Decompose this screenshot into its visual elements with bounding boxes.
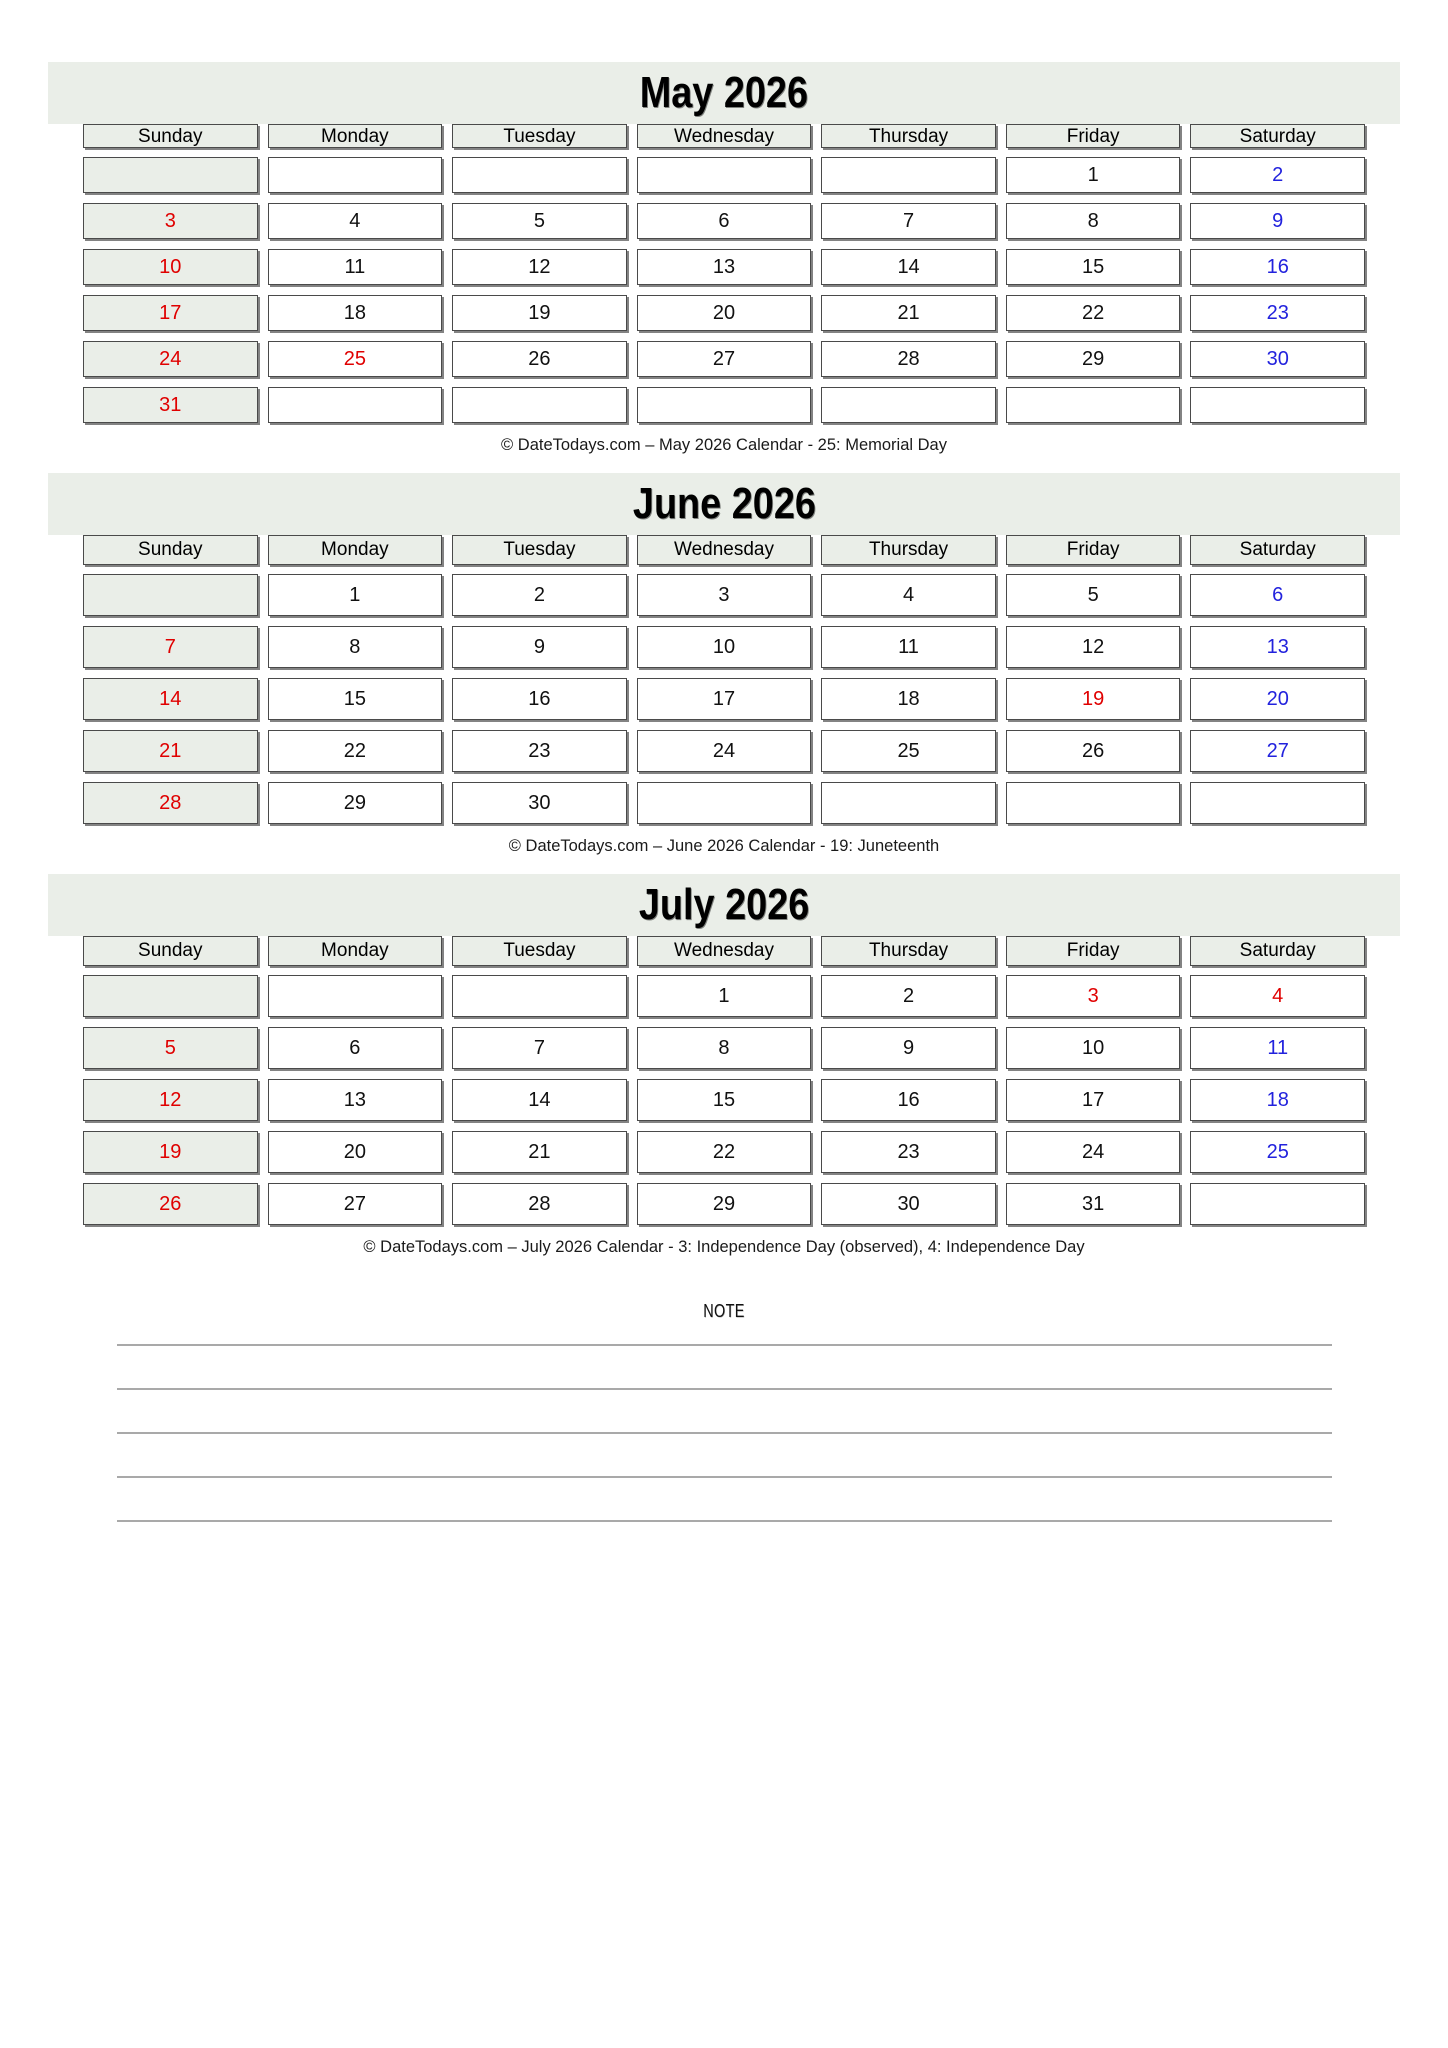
day-cell[interactable]: 21	[821, 295, 996, 331]
day-cell[interactable]: 20	[268, 1131, 443, 1173]
day-cell[interactable]: 28	[83, 782, 258, 824]
day-cell[interactable]: 8	[1006, 203, 1181, 239]
day-cell[interactable]: 21	[452, 1131, 627, 1173]
footnote-may: © DateTodays.com – May 2026 Calendar - 25: Memorial Day	[501, 436, 947, 454]
day-cell[interactable]: 26	[1006, 730, 1181, 772]
day-cell[interactable]: 20	[637, 295, 812, 331]
day-cell[interactable]: 3	[1006, 975, 1181, 1017]
day-cell[interactable]: 9	[821, 1027, 996, 1069]
day-cell[interactable]: 12	[452, 249, 627, 285]
day-cell[interactable]: 26	[452, 341, 627, 377]
day-cell[interactable]: 27	[637, 341, 812, 377]
day-cell[interactable]: 4	[1190, 975, 1365, 1017]
day-cell[interactable]: 14	[83, 678, 258, 720]
day-cell-empty	[83, 157, 258, 193]
day-cell[interactable]: 16	[821, 1079, 996, 1121]
note-title: NOTE	[703, 1301, 745, 1321]
day-cell[interactable]: 16	[452, 678, 627, 720]
weekday-header-thursday: Thursday	[821, 936, 996, 966]
day-cell[interactable]: 18	[268, 295, 443, 331]
note-line[interactable]	[117, 1520, 1332, 1522]
day-cell[interactable]: 14	[821, 249, 996, 285]
day-cell[interactable]: 15	[637, 1079, 812, 1121]
day-cell[interactable]: 17	[637, 678, 812, 720]
day-cell[interactable]: 27	[1190, 730, 1365, 772]
day-cell[interactable]: 22	[637, 1131, 812, 1173]
day-cell[interactable]: 2	[1190, 157, 1365, 193]
day-cell[interactable]: 23	[821, 1131, 996, 1173]
day-cell[interactable]: 25	[268, 341, 443, 377]
day-cell[interactable]: 9	[1190, 203, 1365, 239]
day-cell-empty	[637, 157, 812, 193]
day-cell[interactable]: 18	[1190, 1079, 1365, 1121]
day-cell[interactable]: 6	[268, 1027, 443, 1069]
day-cell[interactable]: 8	[268, 626, 443, 668]
weekday-header-friday: Friday	[1006, 124, 1181, 148]
spacer-june-july	[0, 856, 1448, 874]
month-block-july	[0, 874, 1448, 1257]
day-cell[interactable]: 4	[821, 574, 996, 616]
weekday-header-saturday: Saturday	[1190, 124, 1365, 148]
day-cell[interactable]: 30	[1190, 341, 1365, 377]
day-cell[interactable]: 28	[821, 341, 996, 377]
day-cell[interactable]: 7	[821, 203, 996, 239]
day-cell-empty	[637, 782, 812, 824]
day-grid-july	[83, 975, 1365, 1225]
day-cell[interactable]: 3	[637, 574, 812, 616]
day-cell[interactable]: 1	[1006, 157, 1181, 193]
day-cell[interactable]: 5	[1006, 574, 1181, 616]
day-cell[interactable]: 9	[452, 626, 627, 668]
note-line[interactable]	[117, 1344, 1332, 1346]
day-cell[interactable]: 13	[637, 249, 812, 285]
top-spacer	[0, 0, 1448, 62]
day-cell-empty	[83, 975, 258, 1017]
day-cell[interactable]: 19	[1006, 678, 1181, 720]
weekday-header-sunday: Sunday	[83, 124, 258, 148]
day-cell[interactable]: 8	[637, 1027, 812, 1069]
month-title-band-june	[48, 473, 1400, 535]
day-cell[interactable]: 19	[452, 295, 627, 331]
weekday-header-row-may	[83, 124, 1365, 148]
weekday-header-saturday: Saturday	[1190, 535, 1365, 565]
day-grid-june	[83, 574, 1365, 824]
day-cell[interactable]: 6	[1190, 574, 1365, 616]
day-cell[interactable]: 11	[268, 249, 443, 285]
weekday-header-row-july	[83, 936, 1365, 966]
weekday-header-sunday: Sunday	[83, 936, 258, 966]
day-cell-empty	[821, 157, 996, 193]
day-cell-empty	[1006, 387, 1181, 423]
day-cell[interactable]: 22	[268, 730, 443, 772]
day-cell-empty	[1190, 782, 1365, 824]
day-cell[interactable]: 3	[83, 203, 258, 239]
weekday-header-monday: Monday	[268, 124, 443, 148]
month-block-june	[0, 473, 1448, 856]
day-cell[interactable]: 7	[452, 1027, 627, 1069]
day-cell[interactable]: 11	[821, 626, 996, 668]
day-cell[interactable]: 4	[268, 203, 443, 239]
note-line[interactable]	[117, 1388, 1332, 1390]
day-cell[interactable]: 10	[83, 249, 258, 285]
weekday-header-row-june	[83, 535, 1365, 565]
day-cell[interactable]: 1	[637, 975, 812, 1017]
day-cell-empty	[1006, 782, 1181, 824]
day-cell[interactable]: 6	[637, 203, 812, 239]
day-cell[interactable]: 2	[821, 975, 996, 1017]
day-cell[interactable]: 23	[1190, 295, 1365, 331]
day-cell[interactable]: 19	[83, 1131, 258, 1173]
day-cell[interactable]: 31	[1006, 1183, 1181, 1225]
day-cell[interactable]: 31	[83, 387, 258, 423]
day-cell-empty	[821, 387, 996, 423]
day-cell-empty	[83, 574, 258, 616]
weekday-header-sunday: Sunday	[83, 535, 258, 565]
day-cell[interactable]: 12	[83, 1079, 258, 1121]
day-cell[interactable]: 15	[268, 678, 443, 720]
note-lines	[117, 1344, 1332, 1522]
day-cell-empty	[268, 157, 443, 193]
day-cell-empty	[452, 975, 627, 1017]
day-cell[interactable]: 30	[821, 1183, 996, 1225]
weekday-header-friday: Friday	[1006, 936, 1181, 966]
day-cell[interactable]: 15	[1006, 249, 1181, 285]
day-cell[interactable]: 11	[1190, 1027, 1365, 1069]
weekday-header-wednesday: Wednesday	[637, 124, 812, 148]
month-block-may	[0, 62, 1448, 455]
weekday-header-wednesday: Wednesday	[637, 936, 812, 966]
note-line[interactable]	[117, 1476, 1332, 1478]
weekday-header-friday: Friday	[1006, 535, 1181, 565]
day-cell[interactable]: 25	[821, 730, 996, 772]
day-cell[interactable]: 29	[1006, 341, 1181, 377]
day-cell-empty	[1190, 387, 1365, 423]
weekday-header-tuesday: Tuesday	[452, 124, 627, 148]
day-cell[interactable]: 17	[1006, 1079, 1181, 1121]
day-cell[interactable]: 29	[637, 1183, 812, 1225]
day-cell[interactable]: 28	[452, 1183, 627, 1225]
day-cell-empty	[1190, 1183, 1365, 1225]
weekday-header-thursday: Thursday	[821, 535, 996, 565]
day-cell[interactable]: 26	[83, 1183, 258, 1225]
day-cell-empty	[452, 157, 627, 193]
day-grid-may	[83, 157, 1365, 423]
month-title-june: June 2026	[632, 479, 816, 528]
footnote-june: © DateTodays.com – June 2026 Calendar - 19: Juneteenth	[508, 837, 940, 855]
day-cell[interactable]: 10	[1006, 1027, 1181, 1069]
month-title-may: May 2026	[639, 68, 809, 117]
weekday-header-wednesday: Wednesday	[637, 535, 812, 565]
day-cell[interactable]: 7	[83, 626, 258, 668]
day-cell[interactable]: 12	[1006, 626, 1181, 668]
day-cell[interactable]: 13	[268, 1079, 443, 1121]
weekday-header-saturday: Saturday	[1190, 936, 1365, 966]
spacer-may-june	[0, 455, 1448, 473]
month-title-band-may	[48, 62, 1400, 124]
weekday-header-thursday: Thursday	[821, 124, 996, 148]
day-cell[interactable]: 13	[1190, 626, 1365, 668]
day-cell[interactable]: 5	[452, 203, 627, 239]
day-cell[interactable]: 20	[1190, 678, 1365, 720]
weekday-header-monday: Monday	[268, 535, 443, 565]
note-section	[0, 1301, 1448, 1522]
day-cell[interactable]: 17	[83, 295, 258, 331]
weekday-header-tuesday: Tuesday	[452, 535, 627, 565]
day-cell[interactable]: 24	[1006, 1131, 1181, 1173]
day-cell[interactable]: 21	[83, 730, 258, 772]
day-cell[interactable]: 24	[637, 730, 812, 772]
day-cell[interactable]: 25	[1190, 1131, 1365, 1173]
day-cell-empty	[268, 387, 443, 423]
month-title-band-july	[48, 874, 1400, 936]
day-cell[interactable]: 22	[1006, 295, 1181, 331]
day-cell[interactable]: 5	[83, 1027, 258, 1069]
footnote-july: © DateTodays.com – July 2026 Calendar - 3: Independence Day (observed), 4: Independence Day	[363, 1238, 1085, 1256]
day-cell[interactable]: 24	[83, 341, 258, 377]
day-cell[interactable]: 2	[452, 574, 627, 616]
weekday-header-monday: Monday	[268, 936, 443, 966]
day-cell[interactable]: 29	[268, 782, 443, 824]
day-cell-empty	[268, 975, 443, 1017]
day-cell[interactable]: 16	[1190, 249, 1365, 285]
day-cell-empty	[452, 387, 627, 423]
day-cell[interactable]: 14	[452, 1079, 627, 1121]
weekday-header-tuesday: Tuesday	[452, 936, 627, 966]
day-cell[interactable]: 27	[268, 1183, 443, 1225]
day-cell[interactable]: 10	[637, 626, 812, 668]
day-cell[interactable]: 23	[452, 730, 627, 772]
day-cell[interactable]: 18	[821, 678, 996, 720]
month-title-july: July 2026	[638, 880, 810, 929]
day-cell[interactable]: 30	[452, 782, 627, 824]
day-cell[interactable]: 1	[268, 574, 443, 616]
day-cell-empty	[821, 782, 996, 824]
day-cell-empty	[637, 387, 812, 423]
note-line[interactable]	[117, 1432, 1332, 1434]
